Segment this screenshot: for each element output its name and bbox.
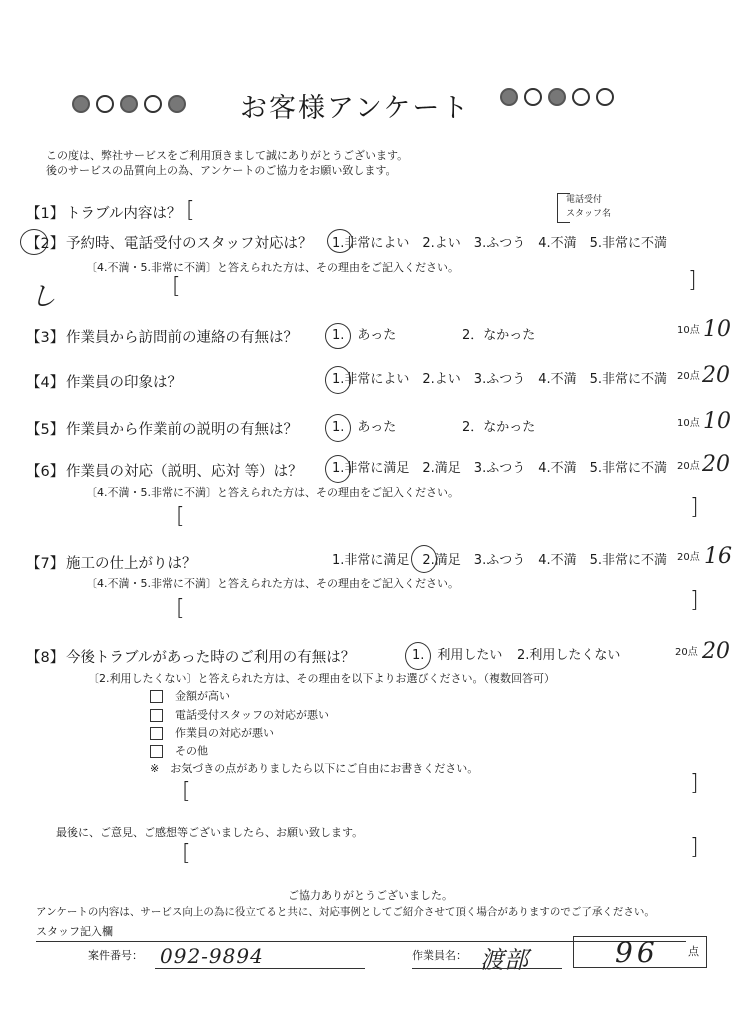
q6-score: 20 bbox=[702, 452, 730, 477]
q2-selected-circle bbox=[327, 229, 353, 253]
q8-choice-label: 電話受付スタッフの対応が悪い bbox=[175, 708, 329, 722]
worker-name-value: 渡部 bbox=[480, 946, 528, 974]
q2-options[interactable]: 1.非常によい 2.よい 3.ふつう 4.不満 5.非常に不満 bbox=[332, 236, 668, 251]
case-number-underline bbox=[155, 968, 365, 969]
open-dot-icon bbox=[572, 88, 590, 106]
thanks-text: ご協力ありがとうございました。 bbox=[288, 889, 453, 902]
q5-option-2[interactable]: 2．なかった bbox=[462, 420, 536, 435]
handwritten-mark: し bbox=[30, 282, 57, 312]
q8-choice-3[interactable] bbox=[150, 727, 274, 740]
q6-bracket-close: ] bbox=[690, 495, 699, 520]
q8-choice-label: その他 bbox=[175, 744, 208, 758]
q8-choice-1[interactable] bbox=[150, 690, 230, 703]
staff-box-label-1: 電話受付 bbox=[566, 195, 603, 205]
q8-choice-label: 金額が高い bbox=[175, 689, 230, 703]
staff-section-label: スタッフ記入欄 bbox=[36, 925, 113, 938]
filled-dot-icon bbox=[72, 95, 90, 113]
intro-line-1: この度は、弊社サービスをご利用頂きまして誠にありがとうございます。 bbox=[46, 149, 409, 162]
q8-bracket-open: [ bbox=[182, 779, 191, 804]
q6-text: 作業員の対応（説明、応対 等）は？ bbox=[66, 464, 303, 480]
q7-bracket-close: ] bbox=[690, 588, 699, 613]
q7-number: 【7】 bbox=[26, 556, 65, 572]
checkbox[interactable] bbox=[150, 690, 163, 703]
case-number-value: 092-9894 bbox=[160, 944, 264, 968]
closing-bracket-open: [ bbox=[182, 841, 191, 866]
q8-choice-label: 作業員の対応が悪い bbox=[175, 726, 274, 740]
q7-bracket-open: [ bbox=[176, 596, 185, 621]
checkbox[interactable] bbox=[150, 745, 163, 758]
open-dot-icon bbox=[144, 95, 162, 113]
q6-number: 【6】 bbox=[26, 464, 65, 480]
open-dot-icon bbox=[596, 88, 614, 106]
left-dots bbox=[72, 95, 192, 117]
q6-options[interactable]: 1.非常に満足 2.満足 3.ふつう 4.不満 5.非常に不満 bbox=[332, 461, 668, 476]
q8-option-1[interactable]: 1. 利用したい bbox=[412, 648, 503, 663]
q8-text: 今後トラブルがあった時のご利用の有無は？ bbox=[66, 650, 356, 666]
q7-selected-circle bbox=[411, 545, 437, 573]
q4-points: 20点 bbox=[677, 371, 700, 382]
filled-dot-icon bbox=[548, 88, 566, 106]
q3-number: 【3】 bbox=[26, 330, 65, 346]
q5-option-1[interactable]: 1. あった bbox=[332, 420, 397, 435]
intro-line-2: 後のサービスの品質向上の為、アンケートのご協力をお願い致します。 bbox=[46, 164, 397, 177]
q6-bracket-open: [ bbox=[176, 504, 185, 529]
q8-option-2[interactable]: 2.利用したくない bbox=[517, 648, 621, 663]
q6-note: 〔4.不満・5.非常に不満〕と答えられた方は、その理由をご記入ください。 bbox=[86, 486, 459, 499]
q2-note: 〔4.不満・5.非常に不満〕と答えられた方は、その理由をご記入ください。 bbox=[86, 261, 459, 274]
q3-points: 10点 bbox=[677, 325, 700, 336]
q4-options[interactable]: 1.非常によい 2.よい 3.ふつう 4.不満 5.非常に不満 bbox=[332, 372, 668, 387]
filled-dot-icon bbox=[120, 95, 138, 113]
q4-text: 作業員の印象は？ bbox=[66, 375, 182, 391]
q8-choice-4[interactable] bbox=[150, 745, 208, 758]
q2-bracket-close: ] bbox=[688, 268, 697, 293]
closing-text: 最後に、ご意見、ご感想等ございましたら、お願い致します。 bbox=[56, 826, 364, 839]
filled-dot-icon bbox=[168, 95, 186, 113]
q8-points: 20点 bbox=[675, 647, 698, 658]
q4-number: 【4】 bbox=[26, 375, 65, 391]
total-score-value: 96 bbox=[615, 936, 659, 969]
q5-points: 10点 bbox=[677, 418, 700, 429]
q1-number: 【1】 bbox=[26, 206, 65, 222]
q8-score: 20 bbox=[702, 639, 730, 664]
q2-number: 【2】 bbox=[26, 236, 65, 252]
q2-text: 予約時、電話受付のスタッフ対応は？ bbox=[66, 236, 313, 252]
case-number-label: 案件番号： bbox=[88, 949, 143, 962]
q3-option-2[interactable]: 2．なかった bbox=[462, 328, 536, 343]
q3-option-1[interactable]: 1. あった bbox=[332, 328, 397, 343]
q4-score: 20 bbox=[702, 363, 730, 388]
q8-bracket-close: ] bbox=[690, 771, 699, 796]
q8-number: 【8】 bbox=[26, 650, 65, 666]
page-title: お客様アンケート bbox=[240, 93, 471, 124]
q8-choice-2[interactable] bbox=[150, 709, 329, 722]
q5-number: 【5】 bbox=[26, 422, 65, 438]
q3-score: 10 bbox=[703, 317, 731, 342]
q1-bracket-open: [ bbox=[186, 198, 195, 223]
right-dots bbox=[500, 88, 620, 110]
open-dot-icon bbox=[96, 95, 114, 113]
worker-name-label: 作業員名： bbox=[412, 949, 467, 962]
q8-free-note: ※ お気づきの点がありましたら以下にご自由にお書きください。 bbox=[150, 762, 479, 775]
worker-name-underline bbox=[412, 968, 562, 969]
checkbox[interactable] bbox=[150, 727, 163, 740]
q5-text: 作業員から作業前の説明の有無は？ bbox=[66, 422, 298, 438]
disclaimer-text: アンケートの内容は、サービス向上の為に役立てると共に、対応事例としてご紹介させて頂く場合がありますのでご了承ください。 bbox=[36, 906, 655, 918]
q7-note: 〔4.不満・5.非常に不満〕と答えられた方は、その理由をご記入ください。 bbox=[86, 577, 459, 590]
staff-box-label-2: スタッフ名 bbox=[566, 209, 612, 219]
total-score-unit: 点 bbox=[688, 945, 699, 958]
q6-points: 20点 bbox=[677, 461, 700, 472]
q8-note: 〔2.利用したくない〕と答えられた方は、その理由を以下よりお選びください。（複数回答可） bbox=[88, 672, 555, 685]
closing-bracket-close: ] bbox=[690, 835, 699, 860]
filled-dot-icon bbox=[500, 88, 518, 106]
checkbox[interactable] bbox=[150, 709, 163, 722]
q2-bracket-open: [ bbox=[172, 274, 181, 299]
q7-score: 16 bbox=[704, 544, 732, 569]
q5-score: 10 bbox=[703, 409, 731, 434]
q7-text: 施工の仕上がりは？ bbox=[66, 556, 197, 572]
q3-text: 作業員から訪問前の連絡の有無は？ bbox=[66, 330, 298, 346]
q1-text: トラブル内容は？ bbox=[66, 206, 182, 222]
q7-options[interactable]: 1.非常に満足 2.満足 3.ふつう 4.不満 5.非常に不満 bbox=[332, 553, 668, 568]
open-dot-icon bbox=[524, 88, 542, 106]
q7-points: 20点 bbox=[677, 552, 700, 563]
